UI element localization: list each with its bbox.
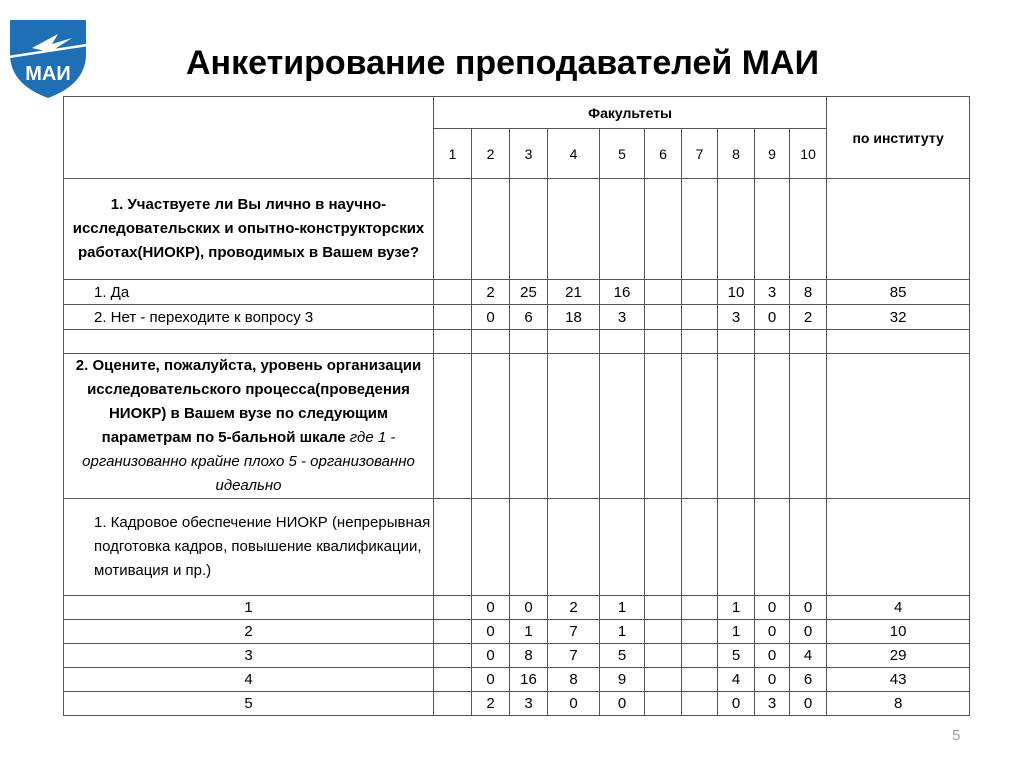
institute-total: 43 — [827, 668, 970, 692]
question-2-text — [64, 354, 434, 499]
spacer-empty-cell — [790, 330, 827, 354]
faculties-header: Факультеты — [434, 97, 827, 129]
faculty-2-value: 0 — [472, 644, 510, 668]
faculty-8-value: 3 — [718, 305, 755, 330]
faculty-number-5: 5 — [600, 129, 645, 179]
faculty-7-value — [682, 596, 718, 620]
faculty-4-value: 18 — [548, 305, 600, 330]
question-1-empty-cell — [718, 179, 755, 280]
table-row — [64, 305, 970, 330]
institute-total: 10 — [827, 620, 970, 644]
faculty-9-value: 0 — [755, 668, 790, 692]
institute-total: 32 — [827, 305, 970, 330]
faculty-1-value — [434, 305, 472, 330]
spacer-empty-cell — [827, 330, 970, 354]
faculty-8-value: 1 — [718, 596, 755, 620]
question-1-empty-cell — [434, 179, 472, 280]
faculty-3-value: 3 — [510, 692, 548, 716]
faculty-5-value: 0 — [600, 692, 645, 716]
faculty-3-value: 25 — [510, 280, 548, 305]
sub-question-empty-cell — [472, 499, 510, 596]
sub-question-empty-cell — [600, 499, 645, 596]
faculty-9-value: 3 — [755, 692, 790, 716]
question-2-empty-cell — [790, 354, 827, 499]
page-number: 5 — [952, 727, 961, 744]
faculty-1-value — [434, 280, 472, 305]
faculty-1-value — [434, 668, 472, 692]
table-row — [64, 668, 970, 692]
faculty-7-value — [682, 305, 718, 330]
question-1-empty-cell — [600, 179, 645, 280]
scale-value-label: 5 — [64, 692, 434, 716]
faculty-10-value: 0 — [790, 620, 827, 644]
faculty-number-2: 2 — [472, 129, 510, 179]
faculty-2-value: 0 — [472, 668, 510, 692]
faculty-number-1: 1 — [434, 129, 472, 179]
faculty-7-value — [682, 644, 718, 668]
faculty-number-6: 6 — [645, 129, 682, 179]
faculty-1-value — [434, 644, 472, 668]
faculty-10-value: 8 — [790, 280, 827, 305]
faculty-8-value: 10 — [718, 280, 755, 305]
question-1-empty-cell — [472, 179, 510, 280]
faculty-6-value — [645, 620, 682, 644]
sub-question-row — [64, 499, 970, 596]
institute-total: 85 — [827, 280, 970, 305]
faculty-6-value — [645, 692, 682, 716]
faculty-3-value: 8 — [510, 644, 548, 668]
spacer-empty-cell — [755, 330, 790, 354]
faculty-1-value — [434, 620, 472, 644]
faculty-5-value: 9 — [600, 668, 645, 692]
sub-question-empty-cell — [548, 499, 600, 596]
faculty-5-value: 1 — [600, 596, 645, 620]
faculty-10-value: 4 — [790, 644, 827, 668]
faculty-4-value: 7 — [548, 620, 600, 644]
faculty-7-value — [682, 280, 718, 305]
question-1-empty-cell — [827, 179, 970, 280]
question-2-empty-cell — [755, 354, 790, 499]
question-1-empty-cell — [755, 179, 790, 280]
spacer-empty-cell — [600, 330, 645, 354]
faculty-1-value — [434, 596, 472, 620]
header-empty-cell — [64, 97, 434, 179]
sub-question-empty-cell — [790, 499, 827, 596]
faculty-4-value: 7 — [548, 644, 600, 668]
faculty-6-value — [645, 305, 682, 330]
faculty-3-value: 1 — [510, 620, 548, 644]
sub-question-empty-cell — [434, 499, 472, 596]
question-2-empty-cell — [472, 354, 510, 499]
table-row — [64, 596, 970, 620]
question-row — [64, 354, 970, 499]
faculty-2-value: 2 — [472, 692, 510, 716]
faculty-4-value: 8 — [548, 668, 600, 692]
faculty-2-value: 0 — [472, 596, 510, 620]
spacer-empty-cell — [548, 330, 600, 354]
institute-total: 29 — [827, 644, 970, 668]
faculty-number-3: 3 — [510, 129, 548, 179]
faculty-4-value: 2 — [548, 596, 600, 620]
faculty-3-value: 16 — [510, 668, 548, 692]
scale-value-label: 4 — [64, 668, 434, 692]
faculty-3-value: 0 — [510, 596, 548, 620]
faculty-2-value: 2 — [472, 280, 510, 305]
question-2-empty-cell — [645, 354, 682, 499]
faculty-4-value: 0 — [548, 692, 600, 716]
spacer-empty-cell — [510, 330, 548, 354]
question-2-empty-cell — [827, 354, 970, 499]
spacer-empty-cell — [472, 330, 510, 354]
sub-question-empty-cell — [682, 499, 718, 596]
faculty-6-value — [645, 280, 682, 305]
faculty-number-10: 10 — [790, 129, 827, 179]
faculty-9-value: 3 — [755, 280, 790, 305]
faculty-2-value: 0 — [472, 305, 510, 330]
header-row — [64, 97, 970, 129]
logo-text: МАИ — [25, 63, 71, 85]
question-2-empty-cell — [548, 354, 600, 499]
question-1-empty-cell — [548, 179, 600, 280]
faculty-6-value — [645, 596, 682, 620]
sub-question-empty-cell — [718, 499, 755, 596]
question-2-empty-cell — [510, 354, 548, 499]
scale-value-label: 3 — [64, 644, 434, 668]
faculty-2-value: 0 — [472, 620, 510, 644]
faculty-5-value: 5 — [600, 644, 645, 668]
question-2-scale-note: где 1 - организованно крайне плохо 5 - организованно идеально — [82, 429, 415, 494]
faculty-6-value — [645, 668, 682, 692]
question-1-empty-cell — [790, 179, 827, 280]
faculty-7-value — [682, 620, 718, 644]
institute-total: 4 — [827, 596, 970, 620]
question-2-empty-cell — [600, 354, 645, 499]
survey-table — [63, 96, 970, 716]
faculty-8-value: 1 — [718, 620, 755, 644]
faculty-4-value: 21 — [548, 280, 600, 305]
faculty-5-value: 1 — [600, 620, 645, 644]
question-2-empty-cell — [434, 354, 472, 499]
institute-total: 8 — [827, 692, 970, 716]
table-row — [64, 280, 970, 305]
faculty-1-value — [434, 692, 472, 716]
spacer-row — [64, 330, 970, 354]
sub-question-empty-cell — [645, 499, 682, 596]
sub-question-empty-cell — [827, 499, 970, 596]
mai-logo — [2, 14, 94, 100]
question-2-bold-text: 2. Оцените, пожалуйста, уровень организации исследовательского процесса(проведения НИОКР) в Вашем вузе по следующим параметрам по 5-бальной шкале — [75, 357, 422, 446]
faculty-8-value: 0 — [718, 692, 755, 716]
sub-question-empty-cell — [510, 499, 548, 596]
question-1-empty-cell — [645, 179, 682, 280]
question-row — [64, 179, 970, 280]
spacer-empty-cell — [64, 330, 434, 354]
question-2-empty-cell — [682, 354, 718, 499]
answer-option-label: 2. Нет - переходите к вопросу 3 — [64, 305, 434, 330]
faculty-10-value: 2 — [790, 305, 827, 330]
question-2-empty-cell — [718, 354, 755, 499]
scale-value-label: 1 — [64, 596, 434, 620]
faculty-7-value — [682, 692, 718, 716]
question-1-text: 1. Участвуете ли Вы лично в научно-исследовательских и опытно-конструкторских работах(НИОКР), проводимых в Вашем вузе? — [64, 179, 434, 280]
sub-question-empty-cell — [755, 499, 790, 596]
faculty-9-value: 0 — [755, 620, 790, 644]
faculty-3-value: 6 — [510, 305, 548, 330]
table-row — [64, 620, 970, 644]
scale-value-label: 2 — [64, 620, 434, 644]
faculty-number-8: 8 — [718, 129, 755, 179]
page-title: Анкетирование преподавателей МАИ — [186, 44, 820, 82]
faculty-number-7: 7 — [682, 129, 718, 179]
answer-option-label: 1. Да — [64, 280, 434, 305]
question-1-empty-cell — [682, 179, 718, 280]
faculty-10-value: 0 — [790, 692, 827, 716]
spacer-empty-cell — [645, 330, 682, 354]
sub-question-text: 1. Кадровое обеспечение НИОКР (непрерывная подготовка кадров, повышение квалификации, мотивация и пр.) — [64, 499, 434, 596]
faculty-number-9: 9 — [755, 129, 790, 179]
faculty-10-value: 0 — [790, 596, 827, 620]
institute-header: по институту — [827, 97, 970, 179]
spacer-empty-cell — [718, 330, 755, 354]
faculty-10-value: 6 — [790, 668, 827, 692]
faculty-5-value: 16 — [600, 280, 645, 305]
faculty-8-value: 4 — [718, 668, 755, 692]
spacer-empty-cell — [682, 330, 718, 354]
question-1-empty-cell — [510, 179, 548, 280]
faculty-6-value — [645, 644, 682, 668]
spacer-empty-cell — [434, 330, 472, 354]
faculty-5-value: 3 — [600, 305, 645, 330]
faculty-9-value: 0 — [755, 305, 790, 330]
table-row — [64, 692, 970, 716]
faculty-7-value — [682, 668, 718, 692]
faculty-9-value: 0 — [755, 596, 790, 620]
faculty-number-4: 4 — [548, 129, 600, 179]
table-row — [64, 644, 970, 668]
faculty-8-value: 5 — [718, 644, 755, 668]
faculty-9-value: 0 — [755, 644, 790, 668]
